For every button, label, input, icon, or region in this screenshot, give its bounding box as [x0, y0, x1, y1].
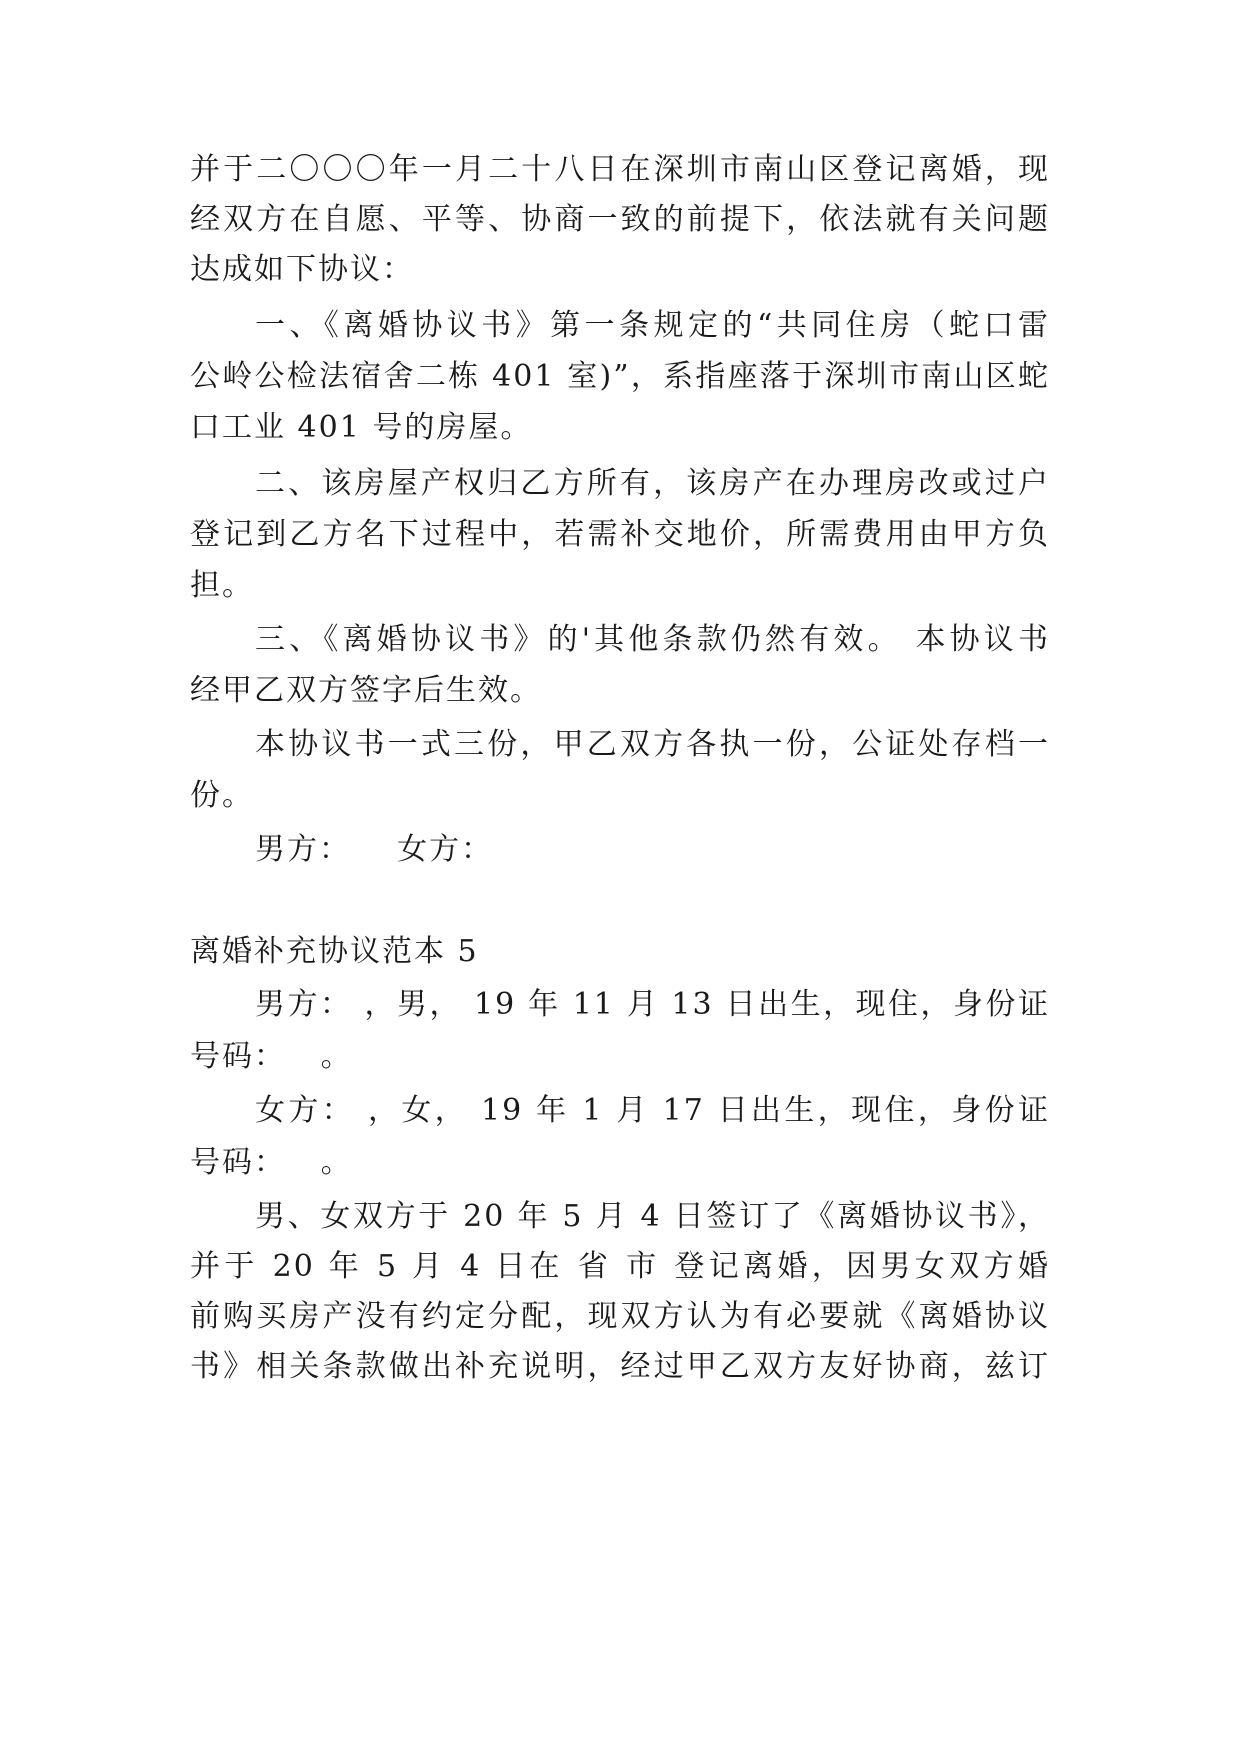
female-party-line: 号码： 。 — [190, 1145, 353, 1180]
clause-2-line: 登记到乙方名下过程中，若需补交地价，所需费用由甲方负 — [190, 517, 1050, 552]
male-party-line: 男方： ，男， 19 年 11 月 13 日出生，现住，身份证 — [255, 987, 1050, 1022]
male-party-line: 号码： 。 — [190, 1039, 353, 1074]
paragraph-line: 经双方在自愿、平等、协商一致的前提下，依法就有关问题 — [190, 202, 1050, 237]
copies-line: 本协议书一式三份，甲乙双方各执一份，公证处存档一 — [255, 727, 1050, 762]
paragraph-line: 并于二〇〇〇年一月二十八日在深圳市南山区登记离婚，现 — [190, 152, 1050, 187]
clause-3-line: 三、《离婚协议书》的'其他条款仍然有效。 本协议书 — [255, 622, 1050, 657]
body-paragraph-line: 书》相关条款做出补充说明，经过甲乙双方友好协商，兹订 — [190, 1349, 1050, 1384]
clause-3-line: 经甲乙双方签字后生效。 — [190, 673, 542, 708]
signature-line: 男方： 女方： — [255, 832, 494, 867]
body-paragraph-line: 并于 20 年 5 月 4 日在 省 市 登记离婚，因男女双方婚 — [190, 1249, 1050, 1284]
clause-1-line: 公岭公检法宿舍二栋 401 室)”，系指座落于深圳市南山区蛇 — [190, 359, 1050, 394]
clause-1-line: 一、《离婚协议书》第一条规定的“共同住房（蛇口雷 — [255, 308, 1050, 343]
clause-2-line: 二、该房屋产权归乙方所有，该房产在办理房改或过户 — [255, 466, 1050, 501]
body-paragraph-line: 前购买房产没有约定分配，现双方认为有必要就《离婚协议 — [190, 1299, 1050, 1334]
clause-1-line: 口工业 401 号的房屋。 — [190, 410, 533, 445]
body-paragraph-line: 男、女双方于 20 年 5 月 4 日签订了《离婚协议书》， — [255, 1199, 1050, 1234]
clause-2-line: 担。 — [190, 568, 254, 603]
section-heading: 离婚补充协议范本 5 — [190, 934, 479, 969]
female-party-line: 女方： ，女， 19 年 1 月 17 日出生，现住，身份证 — [255, 1093, 1050, 1128]
paragraph-line: 达成如下协议： — [190, 252, 414, 287]
copies-line: 份。 — [190, 778, 254, 813]
